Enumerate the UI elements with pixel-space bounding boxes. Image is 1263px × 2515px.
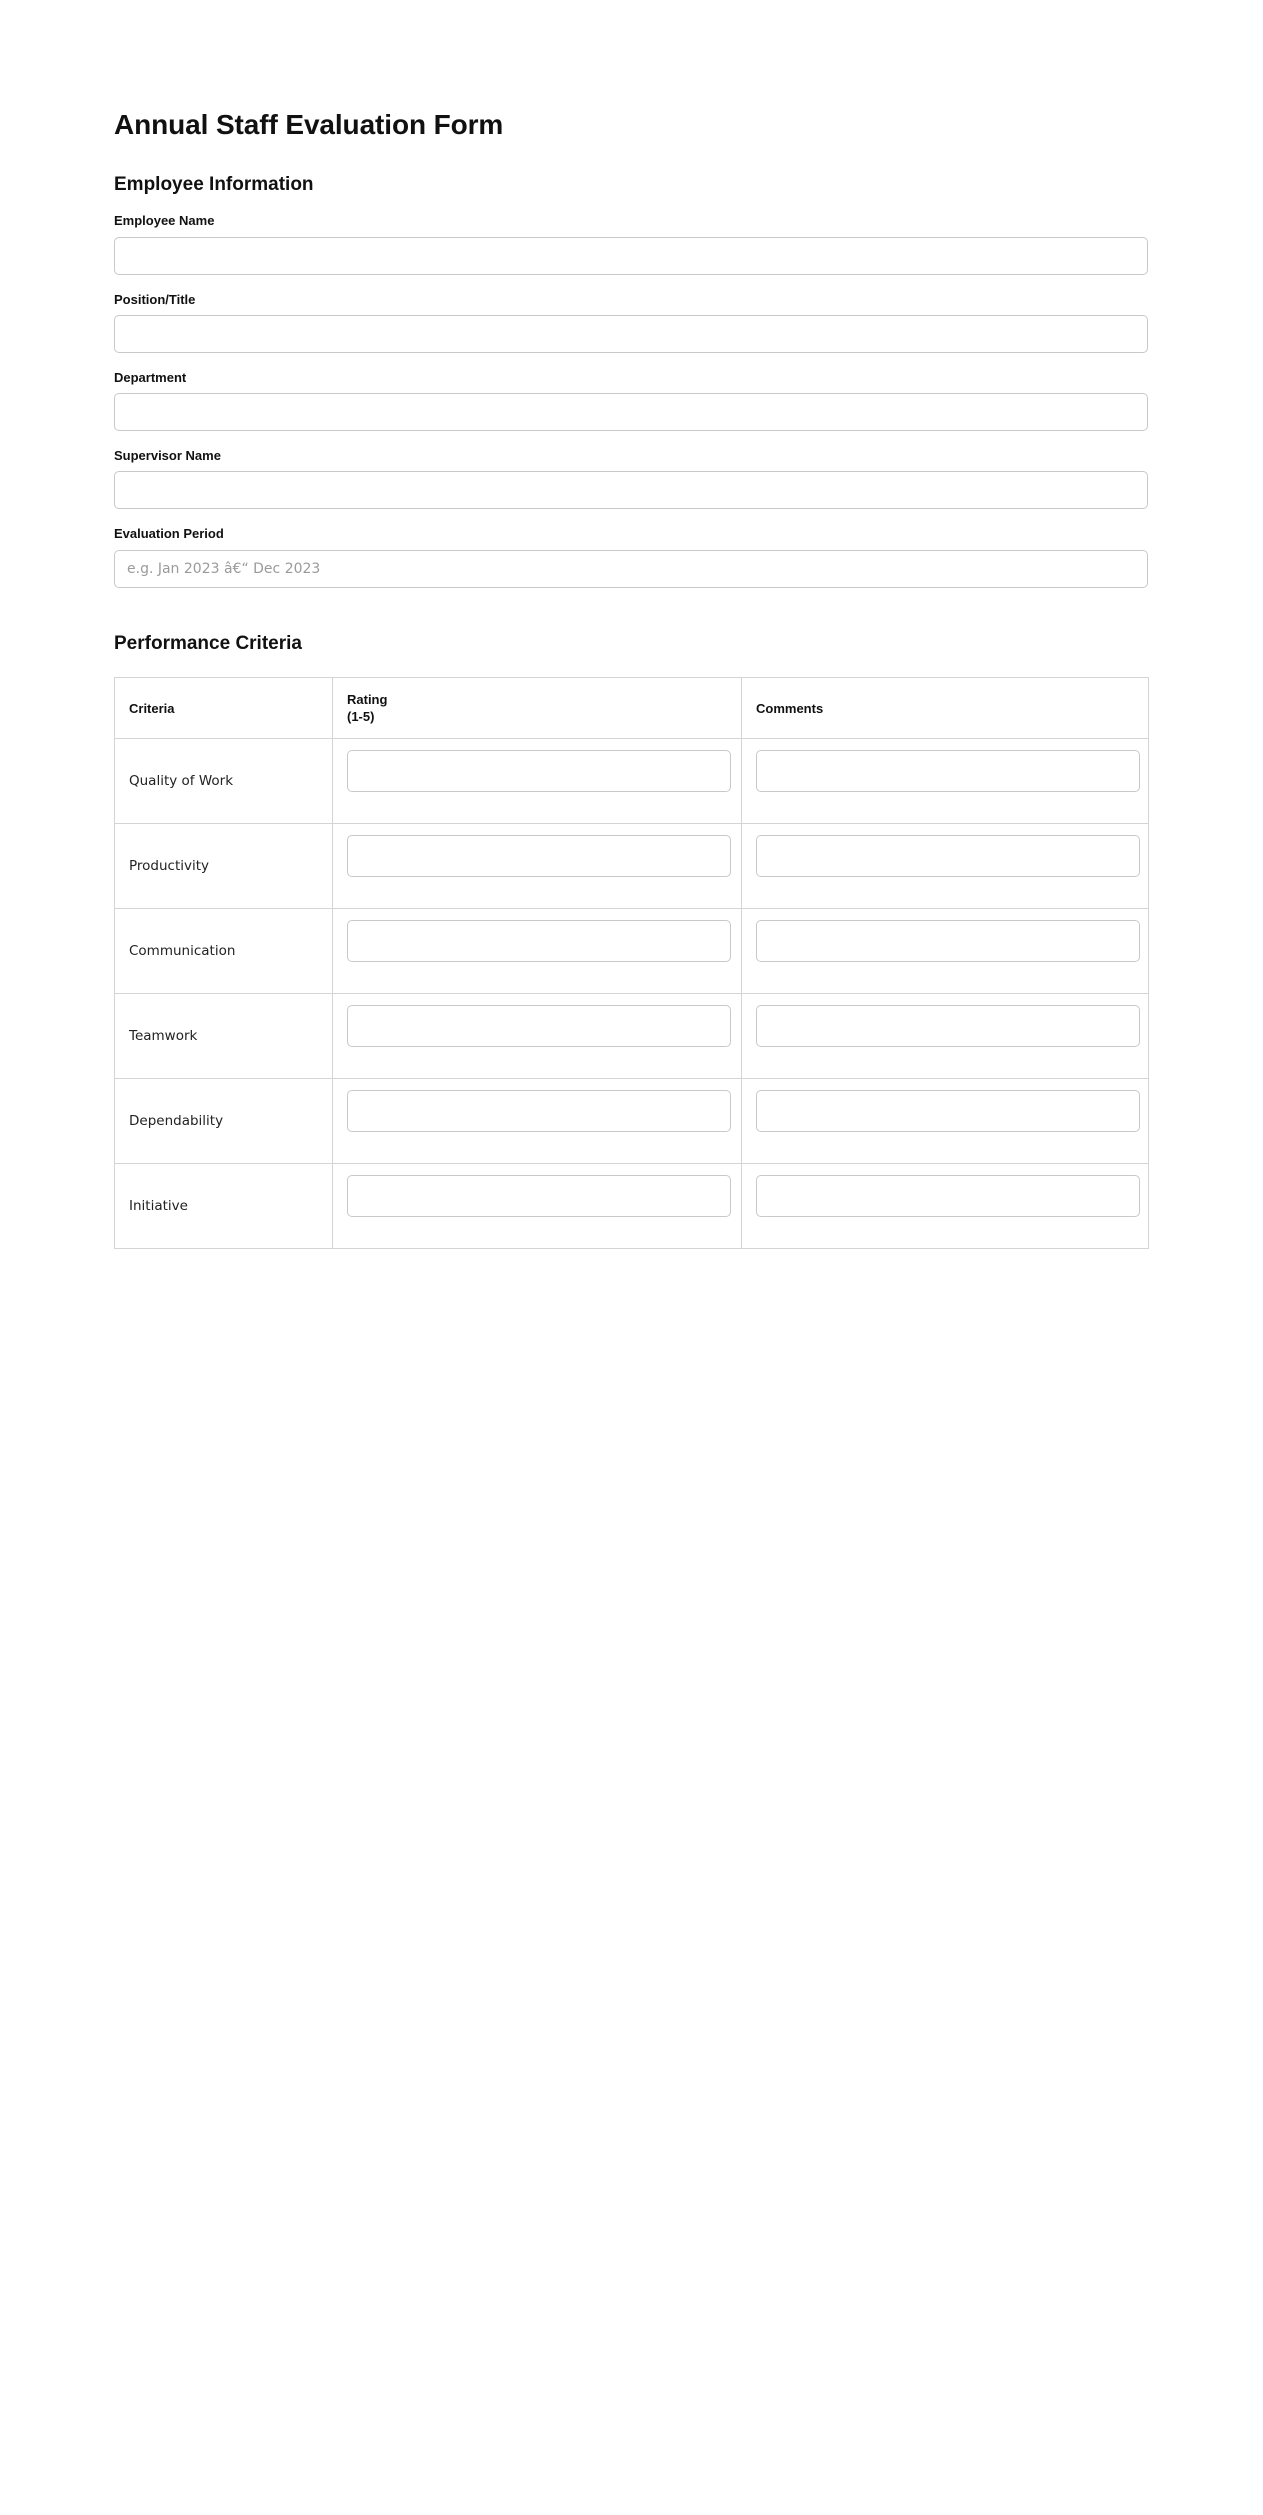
supervisor-name-label: Supervisor Name bbox=[114, 448, 221, 464]
column-header-rating bbox=[333, 678, 742, 739]
table-row bbox=[115, 994, 1149, 1079]
criterion-label: Dependability bbox=[129, 1113, 224, 1130]
field-position-title bbox=[114, 275, 1148, 353]
criterion-label: Teamwork bbox=[129, 1028, 198, 1045]
criterion-label: Quality of Work bbox=[129, 773, 234, 790]
rating-cell bbox=[333, 994, 742, 1079]
rating-cell bbox=[333, 1079, 742, 1164]
table-row bbox=[115, 739, 1149, 824]
table-row bbox=[115, 824, 1149, 909]
rating-header-line1: Rating bbox=[347, 691, 388, 707]
employee-information-heading: Employee Information bbox=[114, 173, 314, 195]
criterion-cell bbox=[115, 909, 333, 994]
position-title-input[interactable] bbox=[114, 315, 1148, 353]
comment-input[interactable] bbox=[756, 1090, 1140, 1132]
criterion-cell bbox=[115, 994, 333, 1079]
field-supervisor-name bbox=[114, 431, 1148, 509]
position-title-label: Position/Title bbox=[114, 291, 196, 307]
rating-input[interactable] bbox=[347, 920, 731, 962]
criterion-label: Communication bbox=[129, 943, 236, 960]
comment-input[interactable] bbox=[756, 920, 1140, 962]
comment-cell bbox=[742, 739, 1149, 824]
supervisor-name-input[interactable] bbox=[114, 471, 1148, 509]
comment-input[interactable] bbox=[756, 1005, 1140, 1047]
performance-criteria-table bbox=[114, 677, 1149, 1249]
rating-input[interactable] bbox=[347, 1175, 731, 1217]
evaluation-period-label: Evaluation Period bbox=[114, 526, 224, 542]
field-department bbox=[114, 353, 1148, 431]
criterion-cell bbox=[115, 824, 333, 909]
criterion-cell bbox=[115, 1164, 333, 1249]
field-employee-name bbox=[114, 196, 1148, 274]
rating-header-line2: (1-5) bbox=[347, 709, 375, 725]
field-evaluation-period bbox=[114, 509, 1148, 587]
criterion-label: Productivity bbox=[129, 858, 210, 875]
table-row bbox=[115, 1164, 1149, 1249]
rating-input[interactable] bbox=[347, 1005, 731, 1047]
rating-input[interactable] bbox=[347, 835, 731, 877]
criterion-cell bbox=[115, 739, 333, 824]
criterion-cell bbox=[115, 1079, 333, 1164]
column-header-criteria: Criteria bbox=[115, 678, 333, 739]
rating-cell bbox=[333, 1164, 742, 1249]
rating-input[interactable] bbox=[347, 1090, 731, 1132]
page-title: Annual Staff Evaluation Form bbox=[114, 109, 504, 140]
employee-name-input[interactable] bbox=[114, 237, 1148, 275]
evaluation-form bbox=[114, 0, 1148, 1249]
evaluation-period-input[interactable] bbox=[114, 550, 1148, 588]
department-label: Department bbox=[114, 369, 187, 385]
criterion-label: Initiative bbox=[129, 1198, 188, 1215]
comment-cell bbox=[742, 994, 1149, 1079]
department-input[interactable] bbox=[114, 393, 1148, 431]
rating-input[interactable] bbox=[347, 750, 731, 792]
table-row bbox=[115, 1079, 1149, 1164]
rating-cell bbox=[333, 739, 742, 824]
employee-name-label: Employee Name bbox=[114, 213, 215, 229]
column-header-comments: Comments bbox=[742, 678, 1149, 739]
rating-cell bbox=[333, 909, 742, 994]
performance-criteria-section bbox=[114, 588, 1148, 1250]
table-row bbox=[115, 909, 1149, 994]
comment-cell bbox=[742, 1079, 1149, 1164]
rating-cell bbox=[333, 824, 742, 909]
comment-cell bbox=[742, 824, 1149, 909]
comment-cell bbox=[742, 1164, 1149, 1249]
table-header-row bbox=[115, 678, 1149, 739]
comment-input[interactable] bbox=[756, 835, 1140, 877]
comment-cell bbox=[742, 909, 1149, 994]
performance-criteria-heading: Performance Criteria bbox=[114, 632, 302, 654]
comment-input[interactable] bbox=[756, 750, 1140, 792]
comment-input[interactable] bbox=[756, 1175, 1140, 1217]
